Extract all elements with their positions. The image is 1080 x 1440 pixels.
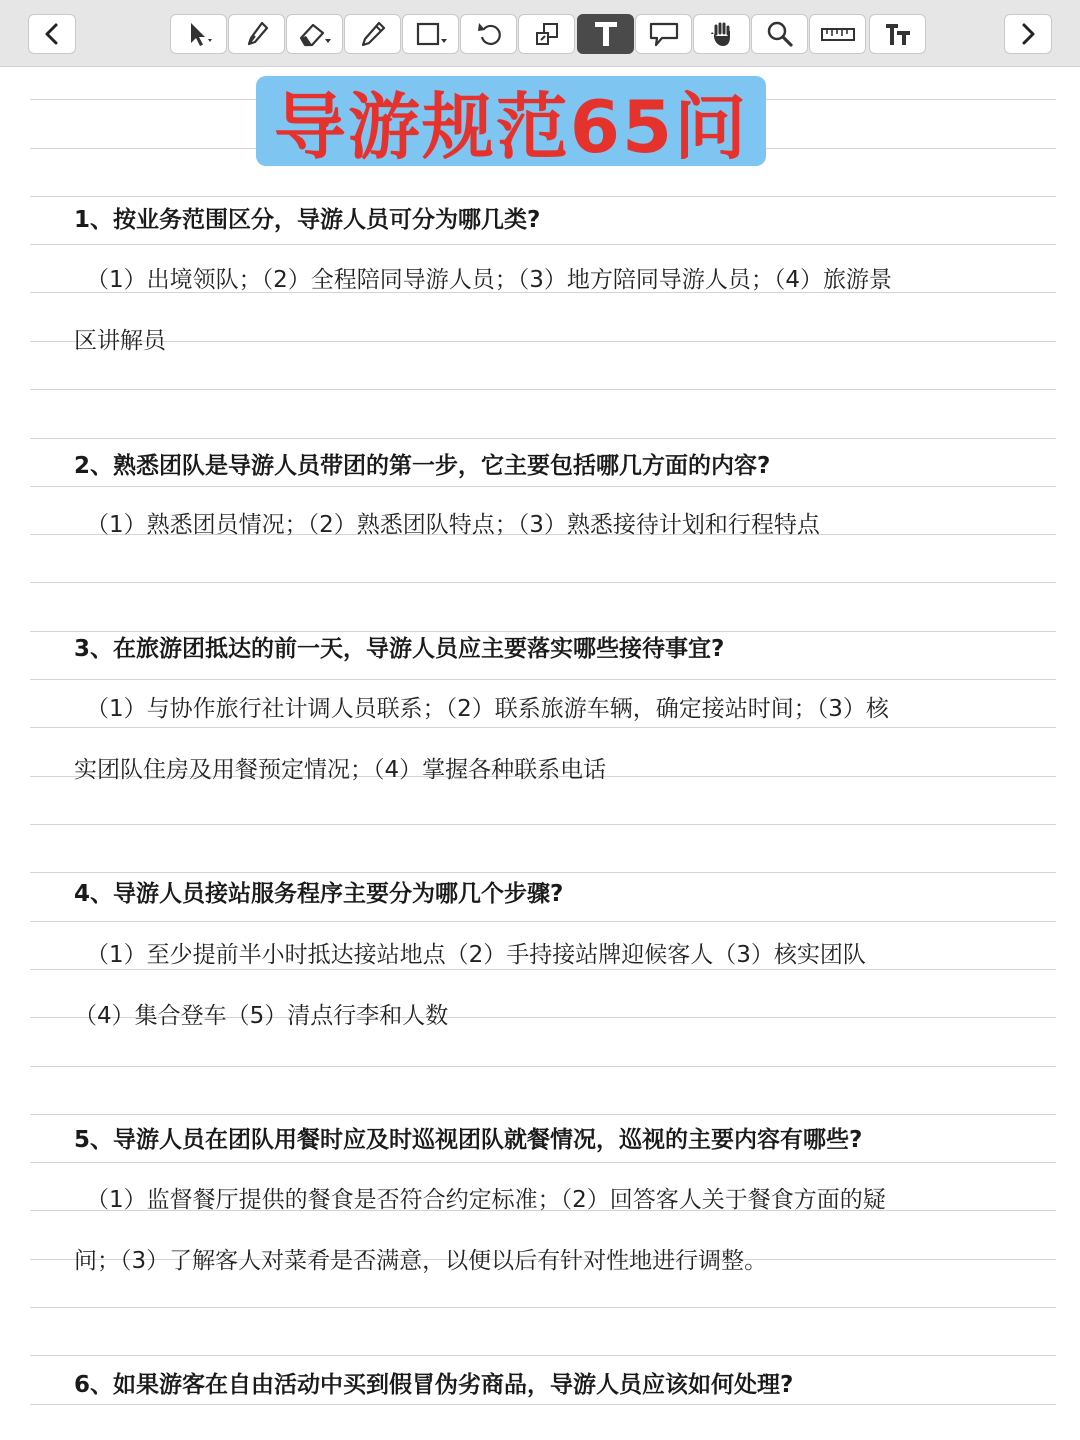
chevron-right-icon: [1018, 22, 1038, 46]
title-banner: [256, 76, 766, 169]
back-button[interactable]: [28, 14, 76, 54]
ruler-icon: [818, 19, 858, 49]
speech-bubble-icon: [647, 19, 681, 49]
question-4: 4、导游人员接站服务程序主要分为哪几个步骤?: [74, 881, 564, 907]
eraser-icon: [295, 19, 335, 49]
font-size-icon: [882, 19, 914, 49]
fountain-pen-icon: [242, 19, 272, 49]
square-icon: [411, 19, 451, 49]
question-1: 1、按业务范围区分，导游人员可分为哪几类?: [74, 207, 541, 233]
answer-3: （1）与协作旅行社计调人员联系；（2）联系旅游车辆，确定接站时间；（3）核实团队住房及用餐预定情况；（4）掌握各种联系电话: [74, 696, 889, 784]
answer-2: （1）熟悉团员情况；（2）熟悉团队特点；（3）熟悉接待计划和行程特点: [86, 512, 820, 538]
toolbar: [0, 0, 1080, 67]
answer-5: （1）监督餐厅提供的餐食是否符合约定标准；（2）回答客人关于餐食方面的疑问；（3）了解客人对菜肴是否满意，以便以后有针对性地进行调整。: [74, 1187, 886, 1275]
forward-button[interactable]: [1004, 14, 1052, 54]
ruled-line: [30, 582, 1056, 583]
rotate-icon: [474, 19, 504, 49]
ruled-line: [30, 872, 1056, 873]
ruled-line: [30, 1066, 1056, 1067]
question-2: 2、熟悉团队是导游人员带团的第一步，它主要包括哪几方面的内容?: [74, 453, 771, 479]
ruled-line: [30, 1355, 1056, 1356]
ruler-tool[interactable]: [809, 14, 866, 54]
pencil-icon: [358, 19, 388, 49]
ruled-line: [30, 486, 1056, 487]
pen-tool[interactable]: [228, 14, 285, 54]
ruled-line: [30, 921, 1056, 922]
question-6: 6、如果游客在自由活动中买到假冒伪劣商品，导游人员应该如何处理?: [74, 1372, 794, 1398]
ruled-line: [30, 389, 1056, 390]
ruled-line: [30, 1162, 1056, 1163]
hand-icon: [707, 19, 737, 49]
text-T-icon: [591, 18, 621, 50]
resize-icon: [532, 19, 562, 49]
ruled-line: [30, 244, 1056, 245]
arrow-cursor-icon: [182, 19, 216, 49]
search-tool[interactable]: [751, 14, 808, 54]
select-tool[interactable]: [170, 14, 227, 54]
answer-1: （1）出境领队；（2）全程陪同导游人员；（3）地方陪同导游人员；（4）旅游景区讲解员: [74, 267, 893, 355]
ruled-line: [30, 1404, 1056, 1405]
ruled-line: [30, 631, 1056, 632]
ruled-line: [30, 1307, 1056, 1308]
eraser-tool[interactable]: [286, 14, 343, 54]
question-5: 5、导游人员在团队用餐时应及时巡视团队就餐情况，巡视的主要内容有哪些?: [74, 1127, 863, 1153]
magnifier-icon: [765, 19, 795, 49]
hand-tool[interactable]: [693, 14, 750, 54]
ruled-line: [30, 824, 1056, 825]
ruled-line: [30, 1114, 1056, 1115]
page-title: 导游规范65问: [273, 85, 749, 169]
resize-tool[interactable]: [518, 14, 575, 54]
comment-tool[interactable]: [635, 14, 692, 54]
answer-4: （1）至少提前半小时抵达接站地点（2）手持接站牌迎候客人（3）核实团队（4）集合登车（5）清点行李和人数: [74, 942, 866, 1030]
ruled-line: [30, 438, 1056, 439]
shape-tool[interactable]: [402, 14, 459, 54]
undo-tool[interactable]: [460, 14, 517, 54]
chevron-left-icon: [42, 22, 62, 46]
font-size-tool[interactable]: [869, 14, 926, 54]
ruled-line: [30, 196, 1056, 197]
question-3: 3、在旅游团抵达的前一天，导游人员应主要落实哪些接待事宜?: [74, 636, 725, 662]
pencil-tool[interactable]: [344, 14, 401, 54]
text-tool[interactable]: [577, 14, 634, 54]
